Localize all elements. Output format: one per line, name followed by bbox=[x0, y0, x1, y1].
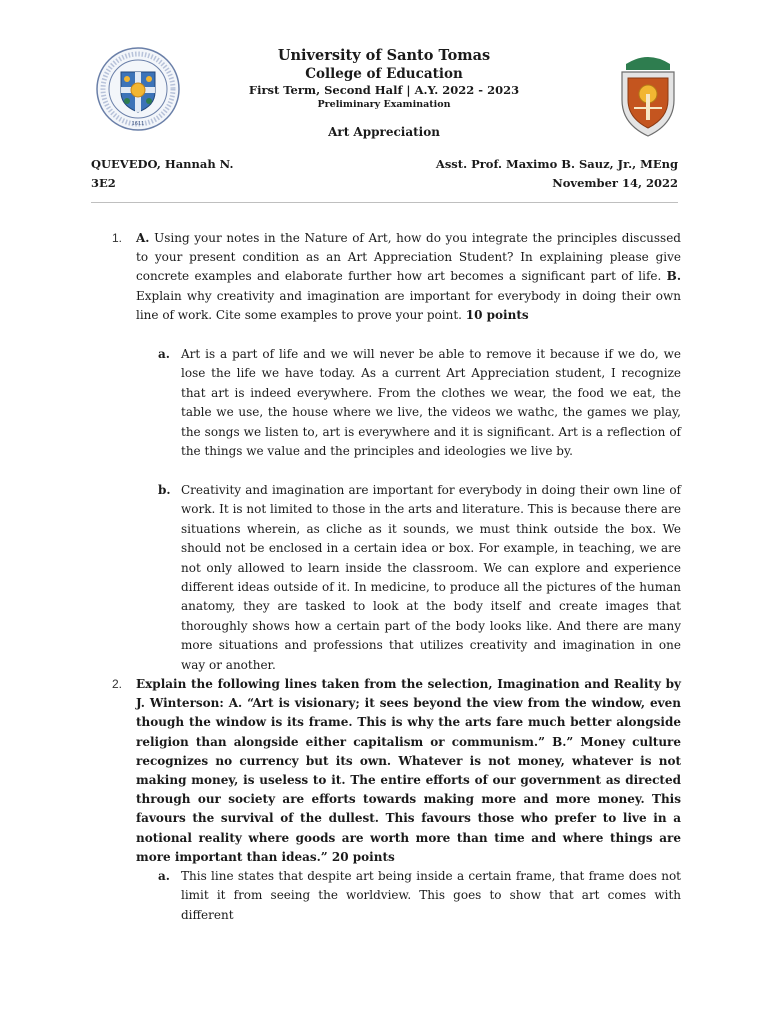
question-text: Explain the following lines taken from the selection, Imagination and Reality by J. Winterson: A. “Art is visionary; it sees beyond the view from the window, even though the window is its frame. This is why the arts fare much better alongside religion than alongside either capitalism or communism.” B.” Money culture recognizes no currency but its own. Whatever is not money, whatever is not making money, is useless to it. The entire efforts of our government as directed through our society are efforts towards making more and more money. This favours the survival of the dullest. This favours those who prefer to live in a notional reality where goods are worth more than time and where things are more important than ideas.” 20 points bbox=[136, 677, 681, 864]
question-text: Explain why creativity and imagination are important for everybody in doing their own line of work. Cite some examples to prove your point. bbox=[136, 288, 681, 322]
subject-title: Art Appreciation bbox=[328, 125, 440, 139]
answer-text: Creativity and imagination are important for everybody in doing their own line of work. It is not limited to those in the arts and literature. This is because there are situations wherein, as cliche as it sounds, we must think outside the box. We should not be enclosed in a certain idea or box. For example, in teaching, we are not only allowed to learn inside the classroom. We can explore and experience different ideas outside of it. In medicine, to produce all the pictures of the human anatomy, they are tasked to look at the body itself and create images that thoroughly shows how a certain part of the body looks like. And there are many more situations and professions that utilizes creativity and imagination in one way or another. bbox=[181, 483, 681, 672]
question-2 bbox=[112, 675, 681, 867]
question-number: 2. bbox=[112, 677, 123, 691]
college-crest-icon bbox=[612, 50, 684, 138]
student-name: QUEVEDO, Hannah N. bbox=[91, 157, 234, 171]
exam-title: Preliminary Examination bbox=[317, 99, 451, 110]
exam-date: November 14, 2022 bbox=[552, 176, 678, 190]
term-line: First Term, Second Half | A.Y. 2022 - 2023 bbox=[248, 83, 520, 97]
answer-2a bbox=[158, 867, 681, 925]
question-text: Using your notes in the Nature of Art, how do you integrate the principles discussed to your present condition as an Art Appreciation Student? In explaining please give concrete examples and elaborate further how art becomes a significant part of life. bbox=[136, 231, 681, 284]
university-name: University of Santo Tomas bbox=[277, 47, 491, 64]
question-1 bbox=[112, 229, 681, 325]
answer-1a bbox=[158, 345, 681, 461]
header-divider bbox=[91, 202, 678, 203]
answer-letter: a. bbox=[158, 869, 170, 883]
question-number: 1. bbox=[112, 231, 123, 245]
answer-text: This line states that despite art being inside a certain frame, that frame does not limit it from seeing the worldview. This goes to show that art comes with different bbox=[181, 869, 681, 922]
answer-letter: b. bbox=[158, 483, 171, 497]
ust-seal-icon bbox=[95, 46, 181, 132]
answer-text: Art is a part of life and we will never be able to remove it because if we do, we lose the life we have today. As a current Art Appreciation student, I recognize that art is indeed everywhere. From the clothes we wear, the food we eat, the table we use, the house where we live, the videos we wathc, the games we play, the songs we listen to, art is everywhere and it is significant. Art is a reflection of the things we value and the principles and ideologies we live by. bbox=[181, 347, 681, 459]
question-points: 10 points bbox=[465, 307, 529, 322]
question-part-label: A. bbox=[136, 231, 150, 245]
college-name: College of Education bbox=[305, 66, 463, 82]
answer-1b bbox=[158, 481, 681, 675]
question-part-label: B. bbox=[666, 269, 681, 284]
answer-letter: a. bbox=[158, 347, 170, 361]
instructor-name: Asst. Prof. Maximo B. Sauz, Jr., MEng bbox=[435, 157, 678, 171]
seal-year: 1611 bbox=[131, 121, 145, 127]
student-section: 3E2 bbox=[91, 176, 116, 190]
